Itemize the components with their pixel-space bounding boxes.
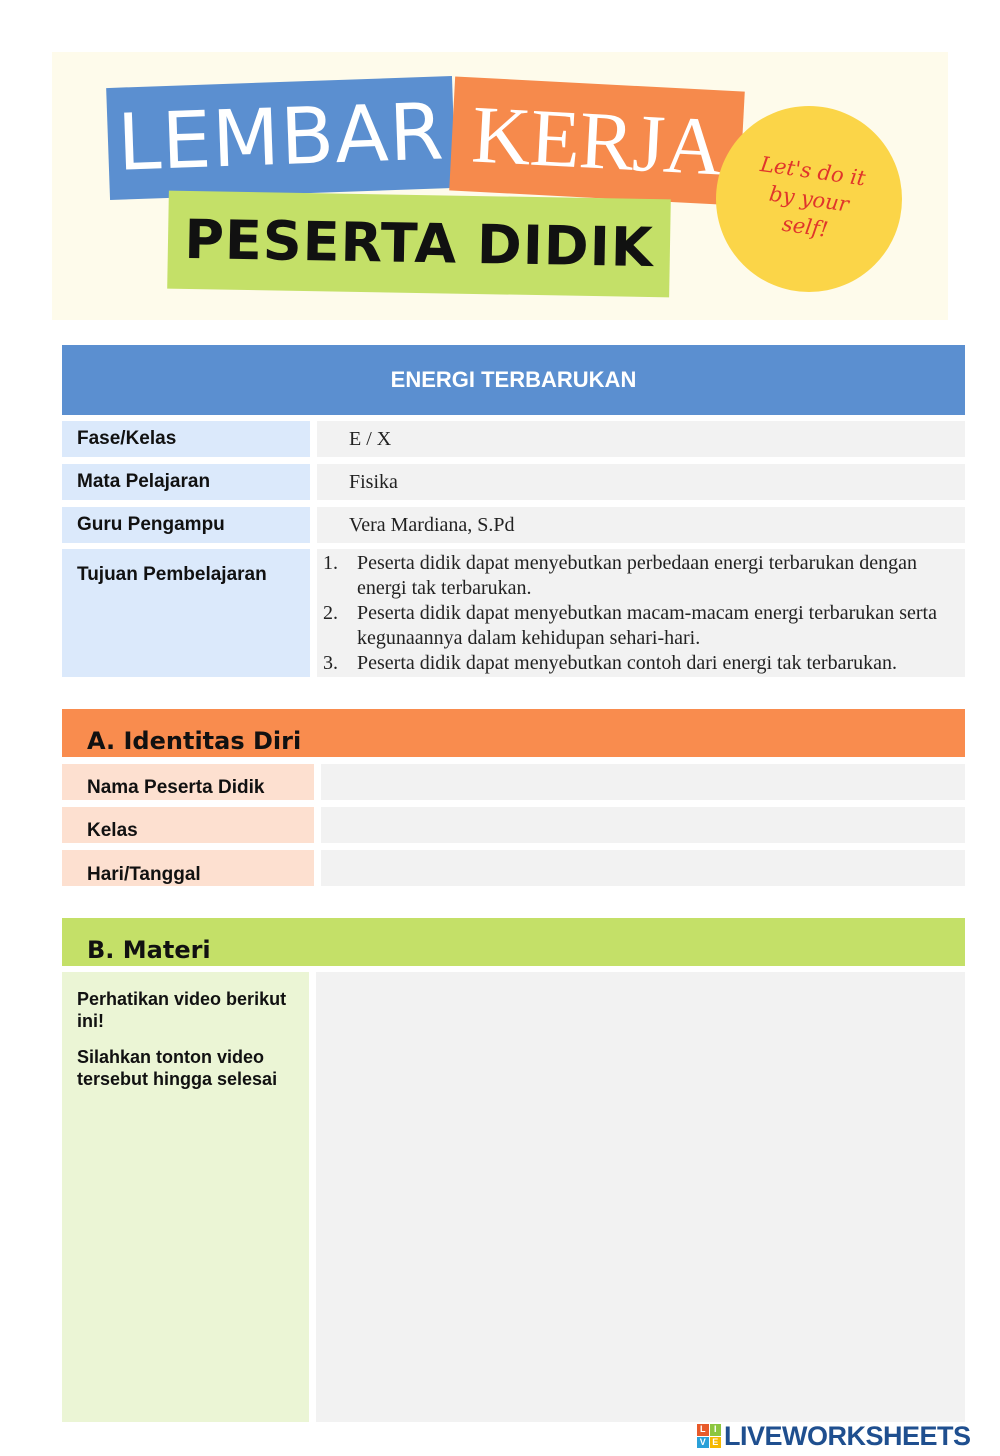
- section-a-header: [62, 709, 965, 757]
- input-hari-tanggal[interactable]: [321, 850, 965, 886]
- label-mata-pelajaran: Mata Pelajaran: [62, 464, 310, 500]
- goal-text: Peserta didik dapat menyebutkan macam-macam energi terbarukan serta kegunaannya dalam kehidupan sehari-hari.: [357, 602, 937, 649]
- goal-number: 2.: [323, 602, 338, 624]
- goal-text: Peserta didik dapat menyebutkan contoh dari energi tak terbarukan.: [357, 652, 897, 674]
- logo-text: LIVEWORKSHEETS: [724, 1420, 971, 1451]
- goal-number: 1.: [323, 552, 338, 574]
- logo-letter: L: [697, 1424, 709, 1436]
- section-a-title: A. Identitas Diri: [87, 727, 302, 755]
- instruction-watch-until-end: Silahkan tonton video tersebut hingga selesai: [77, 1047, 278, 1089]
- goal-item: [323, 651, 961, 676]
- label-tujuan-pembelajaran: Tujuan Pembelajaran: [62, 549, 310, 677]
- logo-letter: E: [710, 1437, 722, 1449]
- materi-instructions: [62, 972, 309, 1422]
- label-fase-kelas: Fase/Kelas: [62, 421, 310, 457]
- banner-kerja: KERJA: [449, 76, 745, 205]
- instruction-watch-video: Perhatikan video berikut ini!: [77, 989, 287, 1031]
- goals-cell: [317, 549, 965, 677]
- banner-peserta-didik: PESERTA DIDIK: [167, 191, 671, 298]
- sticker-circle: [716, 106, 902, 292]
- logo-mark-icon: [697, 1424, 721, 1448]
- goal-text: Peserta didik dapat menyebutkan perbedaan energi terbarukan dengan energi tak terbarukan.: [357, 552, 917, 599]
- label-nama-peserta-didik: Nama Peserta Didik: [62, 764, 314, 800]
- logo-letter: V: [697, 1437, 709, 1449]
- video-area[interactable]: [316, 972, 965, 1422]
- goal-number: 3.: [323, 652, 338, 674]
- value-guru-pengampu: Vera Mardiana, S.Pd: [317, 507, 965, 543]
- input-kelas[interactable]: [321, 807, 965, 843]
- goal-item: [323, 601, 961, 651]
- label-hari-tanggal: Hari/Tanggal: [62, 850, 314, 886]
- input-nama-peserta-didik[interactable]: [321, 764, 965, 800]
- label-kelas: Kelas: [62, 807, 314, 843]
- value-mata-pelajaran: Fisika: [317, 464, 965, 500]
- banner-lembar: LEMBAR: [106, 76, 456, 200]
- section-b-title: B. Materi: [87, 936, 211, 964]
- value-fase-kelas: E / X: [317, 421, 965, 457]
- sticker-text: Let's do it by your self!: [758, 152, 868, 242]
- goal-item: [323, 551, 961, 601]
- liveworksheets-logo: [697, 1420, 997, 1452]
- logo-letter: I: [710, 1424, 722, 1436]
- label-guru-pengampu: Guru Pengampu: [62, 507, 310, 543]
- section-b-header: [62, 918, 965, 966]
- goals-list: [323, 551, 961, 676]
- topic-title: ENERGI TERBARUKAN: [62, 345, 965, 415]
